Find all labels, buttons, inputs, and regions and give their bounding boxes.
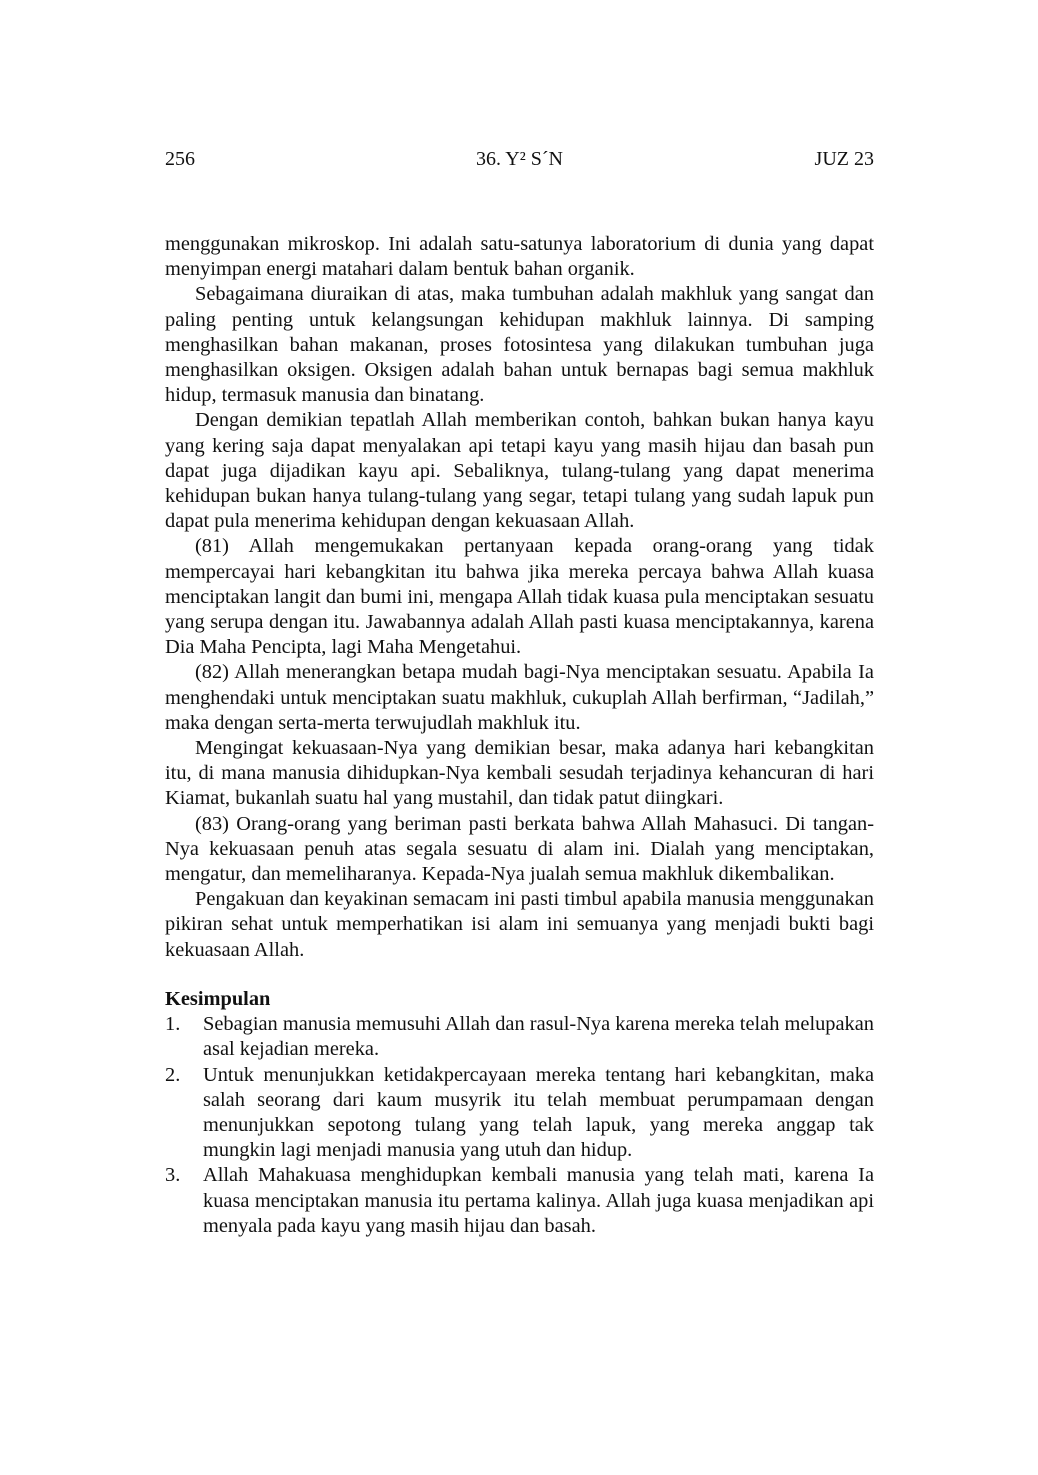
list-item [165,1063,874,1164]
paragraph: Sebagaimana diuraikan di atas, maka tumbuhan adalah makhluk yang sangat dan paling penting untuk kelangsungan kehidupan makhluk lainnya. Di samping menghasilkan bahan makanan, proses fotosintesa yang dilakukan tumbuhan juga menghasilkan oksigen. Oksigen adalah bahan untuk bernapas bagi semua makhluk hidup, termasuk manusia dan binatang. [165,283,874,407]
page-number: 256 [165,148,195,170]
paragraph: Mengingat kekuasaan-Nya yang demikian besar, maka adanya hari kebangkitan itu, di mana manusia dihidupkan-Nya kembali sesudah terjadinya kehancuran di hari Kiamat, bukanlah suatu hal yang mustahil, dan tidak patut diingkari. [165,737,874,810]
paragraph: (81) Allah mengemukakan pertanyaan kepada orang-orang yang tidak mempercayai hari kebangkitan itu bahwa jika mereka percaya bahwa Allah kuasa menciptakan langit dan bumi ini, mengapa Allah tidak kuasa pula menciptakan sesuatu yang serupa dengan itu. Jawabannya adalah Allah pasti kuasa menciptakannya, karena Dia Maha Pencipta, lagi Maha Mengetahui. [165,535,874,659]
paragraph: (82) Allah menerangkan betapa mudah bagi-Nya menciptakan sesuatu. Apabila Ia menghendaki untuk menciptakan suatu makhluk, cukuplah Allah berfirman, “Jadilah,” maka dengan serta-merta terwujudlah makhluk itu. [165,661,874,734]
juz-label: JUZ 23 [814,148,874,170]
paragraph: menggunakan mikroskop. Ini adalah satu-satunya laboratorium di dunia yang dapat menyimpan energi matahari dalam bentuk bahan organik. [165,233,874,281]
page-header [165,146,874,172]
list-number: 3. [165,1164,181,1187]
list-number: 2. [165,1063,181,1086]
list-item-text: Allah Mahakuasa menghidupkan kembali manusia yang telah mati, karena Ia kuasa menciptakan manusia itu pertama kalinya. Allah juga kuasa menjadikan api menyala pada kayu yang masih hijau dan basah. [203,1164,874,1237]
paragraph: (83) Orang-orang yang beriman pasti berkata bahwa Allah Mahasuci. Di tangan-Nya kekuasaan penuh atas segala sesuatu di alam ini. Dialah yang menciptakan, mengatur, dan memeliharanya. Kepada-Nya jualah semua makhluk dikembalikan. [165,812,874,886]
paragraph: Pengakuan dan keyakinan semacam ini pasti timbul apabila manusia menggunakan pikiran sehat untuk memperhatikan isi alam ini semuanya yang menjadi bukti bagi kekuasaan Allah. [165,888,874,961]
list-item [165,1163,874,1239]
conclusion-list [165,1012,874,1239]
list-item [165,1012,874,1062]
page-content [165,232,874,1239]
paragraph: Dengan demikian tepatlah Allah memberikan contoh, bahkan bukan hanya kayu yang kering saja dapat menyalakan api tetapi kayu yang masih hijau dan basah pun dapat juga dijadikan kayu api. Sebaliknya, tulang-tulang yang dapat menerima kehidupan bukan hanya tulang-tulang yang segar, tetapi tulang yang sudah lapuk pun dapat pula menerima kehidupan dengan kekuasaan Allah. [165,409,874,533]
conclusion-heading: Kesimpulan [165,987,271,1010]
list-item-text: Untuk menunjukkan ketidakpercayaan mereka tentang hari kebangkitan, maka salah seorang dari kaum musyrik itu telah membuat perumpamaan dengan menunjukkan sepotong tulang yang telah lapuk, yang mereka anggap tak mungkin lagi menjadi manusia yang utuh dan hidup. [203,1063,874,1162]
list-number: 1. [165,1013,181,1036]
surah-title: 36. Y² S´N [476,148,563,170]
list-item-text: Sebagian manusia memusuhi Allah dan rasul-Nya karena mereka telah melupakan asal kejadian mereka. [203,1013,874,1061]
